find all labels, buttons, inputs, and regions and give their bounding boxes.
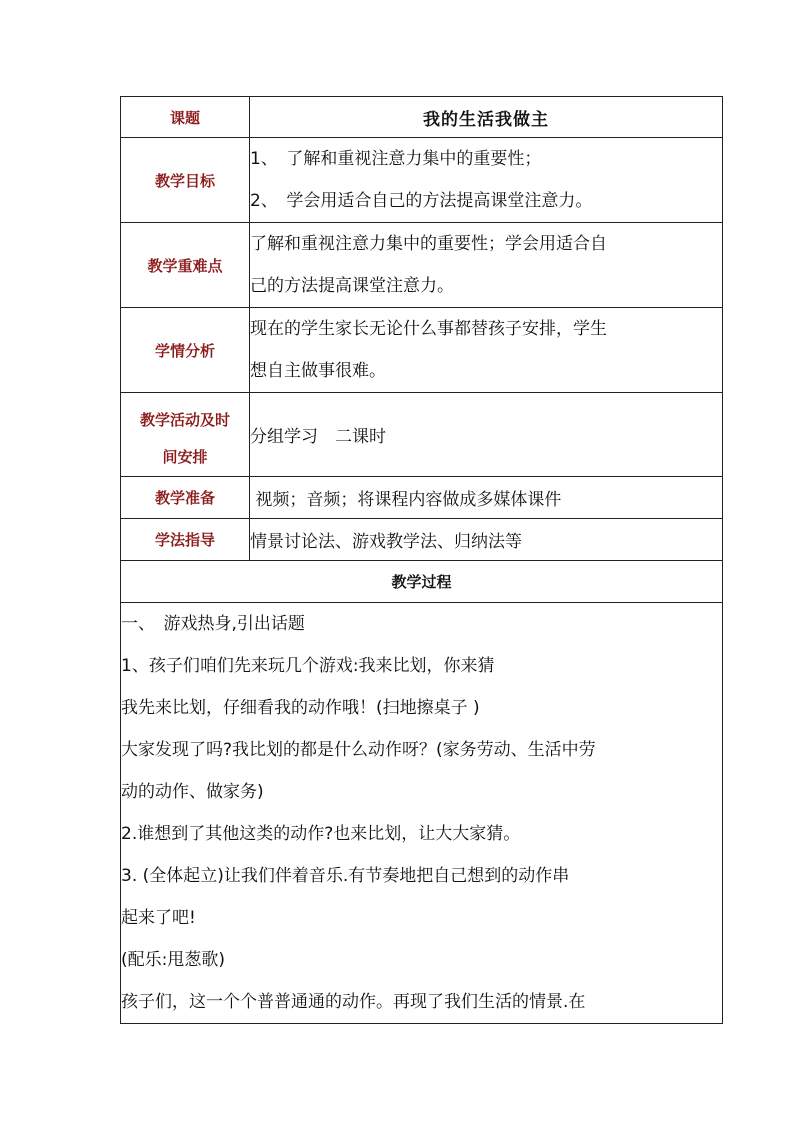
row-process-heading bbox=[121, 561, 723, 603]
analysis-line: 现在的学生家长无论什么事都替孩子安排，学生 bbox=[250, 319, 607, 339]
process-line: 1、孩子们咱们先来玩几个游戏:我来比划，你来猜 bbox=[121, 656, 495, 676]
process-line: 一、 游戏热身,引出话题 bbox=[121, 614, 305, 634]
analysis-content bbox=[250, 308, 723, 393]
lesson-title: 我的生活我做主 bbox=[250, 97, 723, 138]
objectives-content bbox=[250, 138, 723, 223]
key-points-content bbox=[250, 223, 723, 308]
analysis-line: 想自主做事很难。 bbox=[250, 361, 386, 381]
label-preparation: 教学准备 bbox=[121, 477, 250, 519]
process-heading: 教学过程 bbox=[121, 561, 723, 603]
label-schedule-line: 教学活动及时 bbox=[139, 410, 230, 429]
key-points-line: 了解和重视注意力集中的重要性；学会用适合自 bbox=[250, 234, 607, 254]
label-method: 学法指导 bbox=[121, 519, 250, 561]
process-line: 起来了吧! bbox=[121, 908, 196, 928]
label-analysis: 学情分析 bbox=[121, 308, 250, 393]
process-line: 大家发现了吗?我比划的都是什么动作呀？(家务劳动、生活中劳 bbox=[121, 740, 596, 760]
process-line: 动的动作、做家务) bbox=[121, 782, 264, 802]
objective-item: 1、 了解和重视注意力集中的重要性； bbox=[250, 149, 542, 169]
row-method bbox=[121, 519, 723, 561]
method-value: 情景讨论法、游戏教学法、归纳法等 bbox=[250, 519, 723, 561]
schedule-value: 分组学习 二课时 bbox=[250, 393, 723, 477]
label-objectives: 教学目标 bbox=[121, 138, 250, 223]
lesson-plan-table bbox=[120, 96, 723, 1024]
process-line: 2.谁想到了其他这类的动作?也来比划，让大大家猜。 bbox=[121, 824, 521, 844]
label-schedule bbox=[121, 393, 250, 477]
label-schedule-line: 间安排 bbox=[162, 447, 208, 466]
process-content bbox=[121, 603, 723, 1024]
label-title: 课题 bbox=[121, 97, 250, 138]
key-points-line: 己的方法提高课堂注意力。 bbox=[250, 276, 454, 296]
row-title bbox=[121, 97, 723, 138]
process-line: 孩子们，这一个个普普通通的动作。再现了我们生活的情景.在 bbox=[121, 992, 586, 1012]
process-line: 3. (全体起立)让我们伴着音乐.有节奏地把自己想到的动作串 bbox=[121, 866, 570, 886]
row-objectives bbox=[121, 138, 723, 223]
objective-item: 2、 学会用适合自己的方法提高课堂注意力。 bbox=[250, 191, 593, 211]
process-line: (配乐:甩葱歌) bbox=[121, 950, 225, 970]
process-line: 我先来比划，仔细看我的动作哦！(扫地擦桌子 ) bbox=[121, 698, 480, 718]
row-analysis bbox=[121, 308, 723, 393]
row-schedule bbox=[121, 393, 723, 477]
label-key-points: 教学重难点 bbox=[121, 223, 250, 308]
row-preparation bbox=[121, 477, 723, 519]
preparation-value: 视频；音频；将课程内容做成多媒体课件 bbox=[250, 477, 723, 519]
row-process-body bbox=[121, 603, 723, 1024]
row-key-points bbox=[121, 223, 723, 308]
